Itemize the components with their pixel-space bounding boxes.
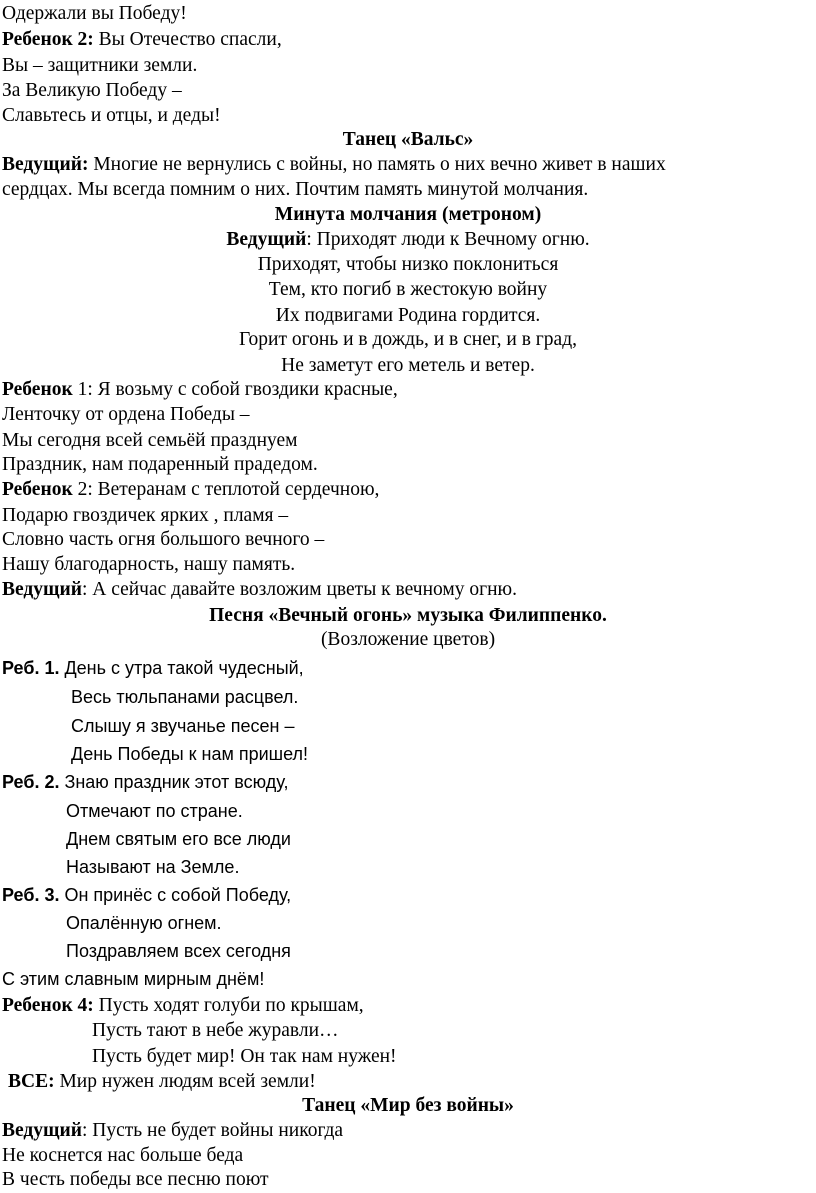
speaker-label: Реб. 1.: [2, 658, 60, 678]
text-line: Горит огонь и в дождь, и в снег, и в град,: [238, 329, 577, 350]
text-line: Слышу я звучанье песен –: [71, 716, 295, 736]
text-line: Славьтесь и отцы, и деды!: [2, 105, 221, 126]
text-line: Отмечают по стране.: [66, 801, 243, 821]
text-line: Не заметут его метель и ветер.: [281, 355, 535, 376]
speaker-label: Ведущий: [226, 229, 307, 250]
text-line: Поздравляем всех сегодня: [66, 941, 291, 961]
text-line: Ведущий: Многие не вернулись с войны, но память о них вечно живет в наших: [2, 154, 666, 175]
text-line: Ребенок 4: Пусть ходят голуби по крышам,: [2, 995, 364, 1016]
text-line: Нашу благодарность, нашу память.: [2, 554, 296, 575]
text-line: В честь победы все песню поют: [2, 1169, 269, 1190]
text-line: Реб. 2. Знаю праздник этот всюду,: [2, 772, 289, 792]
text-line: Одержали вы Победу!: [2, 3, 187, 24]
speaker-label: Ребенок: [2, 479, 73, 500]
text-line: Пусть будет мир! Он так нам нужен!: [92, 1046, 397, 1067]
section-heading: Танец «Мир без войны»: [302, 1095, 514, 1116]
speaker-label: ВСЕ:: [8, 1071, 55, 1092]
text-line: Опалённую огнем.: [66, 913, 222, 933]
text-line: За Великую Победу –: [2, 80, 182, 101]
text-line: Не коснется нас больше беда: [2, 1145, 244, 1166]
speaker-label: Ребенок: [2, 379, 73, 400]
section-heading: Минута молчания (метроном): [274, 204, 542, 225]
text-line: Днем святым его все люди: [66, 829, 291, 849]
text-line: Весь тюльпанами расцвел.: [71, 687, 299, 707]
text-line: Пусть тают в небе журавли…: [92, 1020, 339, 1041]
text-line: Тем, кто погиб в жестокую войну: [268, 279, 548, 300]
text-line: Ребенок 2: Ветеранам с теплотой сердечною,: [2, 479, 380, 500]
text-line: Ленточку от ордена Победы –: [2, 404, 250, 425]
text-line: Словно часть огня большого вечного –: [2, 529, 325, 550]
text-line: Мы сегодня всей семьёй празднуем: [2, 430, 298, 451]
text-line: Ведущий: Приходят люди к Вечному огню.: [226, 229, 590, 250]
text-line: Реб. 1. День с утра такой чудесный,: [2, 658, 304, 678]
text-line: Вы – защитники земли.: [2, 55, 198, 76]
text-line: Их подвигами Родина гордится.: [275, 305, 541, 326]
speaker-label: Ребенок 2:: [2, 29, 94, 50]
speaker-label: Ведущий: [2, 579, 82, 600]
text-line: Реб. 3. Он принёс с собой Победу,: [2, 885, 292, 905]
speaker-label: Ребенок 4:: [2, 995, 94, 1016]
text-line: Праздник, нам подаренный прадедом.: [2, 454, 318, 475]
text-line: Ведущий: А сейчас давайте возложим цветы к вечному огню.: [2, 579, 517, 600]
text-line: Подарю гвоздичек ярких , пламя –: [2, 505, 289, 526]
text-line: ВСЕ: Мир нужен людям всей земли!: [8, 1071, 316, 1092]
speaker-label: Ведущий: [2, 1120, 82, 1141]
text-line: Ведущий: Пусть не будет войны никогда: [2, 1120, 344, 1141]
text-line: С этим славным мирным днём!: [2, 969, 265, 989]
section-heading: Песня «Вечный огонь» музыка Филиппенко.: [209, 605, 607, 626]
stage-direction: (Возложение цветов): [320, 629, 496, 650]
text-line: День Победы к нам пришел!: [71, 744, 309, 764]
text-line: Приходят, чтобы низко поклониться: [257, 254, 559, 275]
speaker-label: Ведущий:: [2, 154, 89, 175]
speaker-label: Реб. 3.: [2, 885, 60, 905]
text-line: сердцах. Мы всегда помним о них. Почтим память минутой молчания.: [2, 179, 589, 200]
speaker-label: Реб. 2.: [2, 772, 60, 792]
section-heading: Танец «Вальс»: [342, 129, 474, 150]
text-line: Называют на Земле.: [66, 857, 240, 877]
text-line: Ребенок 2: Вы Отечество спасли,: [2, 29, 282, 50]
text-line: Ребенок 1: Я возьму с собой гвоздики красные,: [2, 379, 398, 400]
